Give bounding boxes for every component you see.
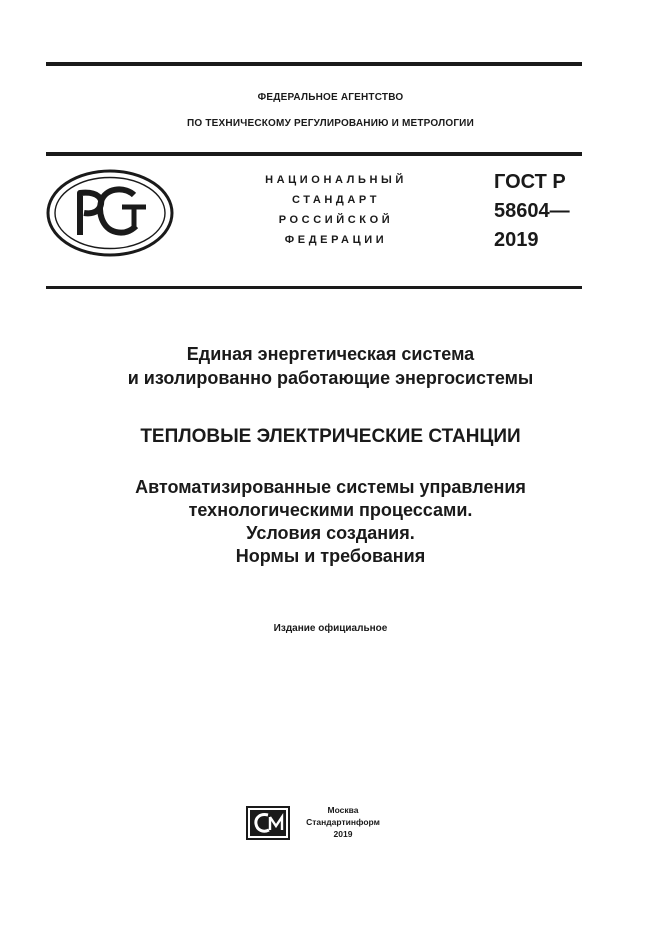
rst-certification-emblem-icon [46, 169, 174, 257]
standard-type-line: НАЦИОНАЛЬНЫЙ [265, 174, 407, 186]
title-part-1 [0, 342, 661, 390]
title-part-3 [0, 476, 661, 568]
publisher-text [294, 804, 392, 840]
agency-line-2: ПО ТЕХНИЧЕСКОМУ РЕГУЛИРОВАНИЮ И МЕТРОЛОГИИ [187, 118, 474, 129]
agency-line-1: ФЕДЕРАЛЬНОЕ АГЕНТСТВО [257, 92, 404, 103]
designation-line: 2019 [494, 229, 539, 251]
standard-type-line: ФЕДЕРАЦИИ [284, 234, 388, 246]
standartinform-logo-icon [246, 806, 290, 840]
title-line: Единая энергетическая система [186, 344, 475, 364]
publisher-block [246, 806, 416, 842]
header-rule [46, 152, 582, 156]
publisher-year: 2019 [333, 829, 353, 839]
bottom-header-rule [46, 286, 582, 289]
title-part-2 [0, 424, 661, 450]
title-line: Условия создания. [246, 523, 415, 543]
title-line: Автоматизированные системы управления [135, 477, 526, 497]
standard-designation [494, 168, 570, 255]
standard-type-line: РОССИЙСКОЙ [278, 214, 394, 226]
title-line: технологическими процессами. [188, 500, 473, 520]
top-rule [46, 62, 582, 66]
title-line: и изолированно работающие энергосистемы [127, 368, 534, 388]
standard-type-line: СТАНДАРТ [291, 194, 381, 206]
title-line: Нормы и требования [235, 546, 426, 566]
publisher-city: Москва [327, 805, 359, 815]
designation-line: 58604— [494, 200, 570, 222]
designation-line: ГОСТ Р [494, 171, 566, 193]
publisher-name: Стандартинформ [306, 817, 380, 827]
edition-label: Издание официальное [273, 623, 388, 634]
standard-type [236, 170, 436, 250]
title-line: ТЕПЛОВЫЕ ЭЛЕКТРИЧЕСКИЕ СТАНЦИИ [140, 426, 521, 447]
